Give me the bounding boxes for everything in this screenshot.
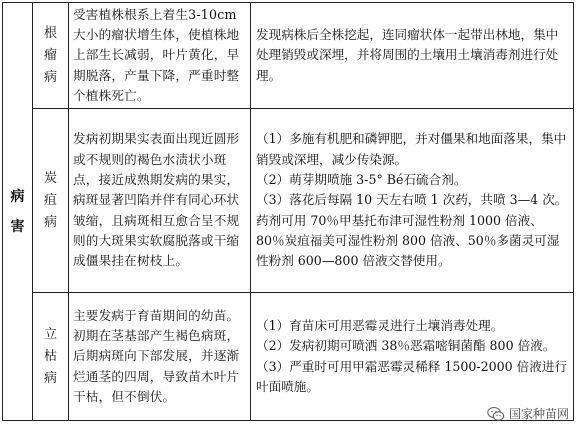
- disease-name-char: 病: [43, 370, 57, 386]
- disease-name-cell: [33, 293, 69, 421]
- watermark-text: 国家种苗网: [508, 407, 569, 421]
- disease-name-char: 瘤: [43, 47, 57, 63]
- symptom-cell: 主要发病于育苗期间的幼苗。初期在茎基部产生褐色病斑，后期病斑向下部发展，并逐渐烂通茎的四周，导致苗木叶片干枯，但不倒伏。: [69, 293, 251, 421]
- category-cell: [3, 3, 33, 421]
- category-char: 病: [10, 188, 25, 205]
- disease-name-char: 根: [43, 25, 57, 41]
- control-cell: [251, 293, 574, 421]
- wechat-icon: [487, 406, 505, 422]
- disease-name-char: 疽: [43, 192, 57, 208]
- disease-name-char: 病: [43, 214, 57, 230]
- table-row: [3, 293, 574, 421]
- control-item: （2）发病初期可喷洒 38％恶霜嘧铜菌酯 800 倍液。: [256, 338, 556, 354]
- disease-name-char: 立: [43, 326, 57, 342]
- control-item: （1）多施有机肥和磷钾肥，并对僵果和地面落果，集中销毁或深埋，减少传染源。: [256, 131, 567, 167]
- disease-table: [2, 2, 574, 421]
- disease-name-cell: [33, 109, 69, 293]
- disease-name-char: 病: [43, 69, 57, 85]
- disease-name-char: 枯: [43, 348, 57, 364]
- control-item: （3）落花后每隔 10 天左右喷 1 次药，共喷 3—4 次。药剂可用 70％甲基托布津可湿性粉剂 1000 倍液、80％炭疽福美可湿性粉剂 800 倍液、50％多菌灵可湿性粉剂 600—800 倍液交替使用。: [256, 192, 568, 269]
- disease-name-cell: [33, 3, 69, 109]
- symptom-cell: 发病初期果实表面出现近圆形或不规则的褐色水渍状小斑点，接近成熟期发病的果实，病斑显著凹陷并伴有同心环状皱缩，且病斑相互愈合呈不规则的大斑果实软腐脱落或干缩成僵果挂在树枝上。: [69, 109, 251, 293]
- watermark: [487, 405, 569, 422]
- category-char: 害: [10, 218, 25, 235]
- control-item: （3）严重时可用甲霜恶霉灵稀释 1500-2000 倍液进行叶面喷施。: [256, 358, 568, 394]
- disease-name-char: 炭: [43, 170, 57, 186]
- control-item: （2）萌芽期喷施 3-5° Bé石硫合剂。: [256, 172, 467, 188]
- table-row: [3, 109, 574, 293]
- control-item: （1）育苗床可用恶霉灵进行土壤消毒处理。: [256, 317, 504, 333]
- symptom-cell: 受害植株根系上着生3-10cm 大小的瘤状增生体，使植株地上部生长减弱，叶片黄化，早期脱落，产量下降，严重时整个植株死亡。: [69, 3, 251, 109]
- control-cell: [251, 109, 574, 293]
- control-item: 发现病株后全株挖起，连同瘤状体一起带出林地，集中处理销毁或深埋，并将周围的土壤用土壤消毒剂进行处理。: [256, 27, 559, 83]
- control-cell: [251, 3, 574, 109]
- table-row: [3, 3, 574, 109]
